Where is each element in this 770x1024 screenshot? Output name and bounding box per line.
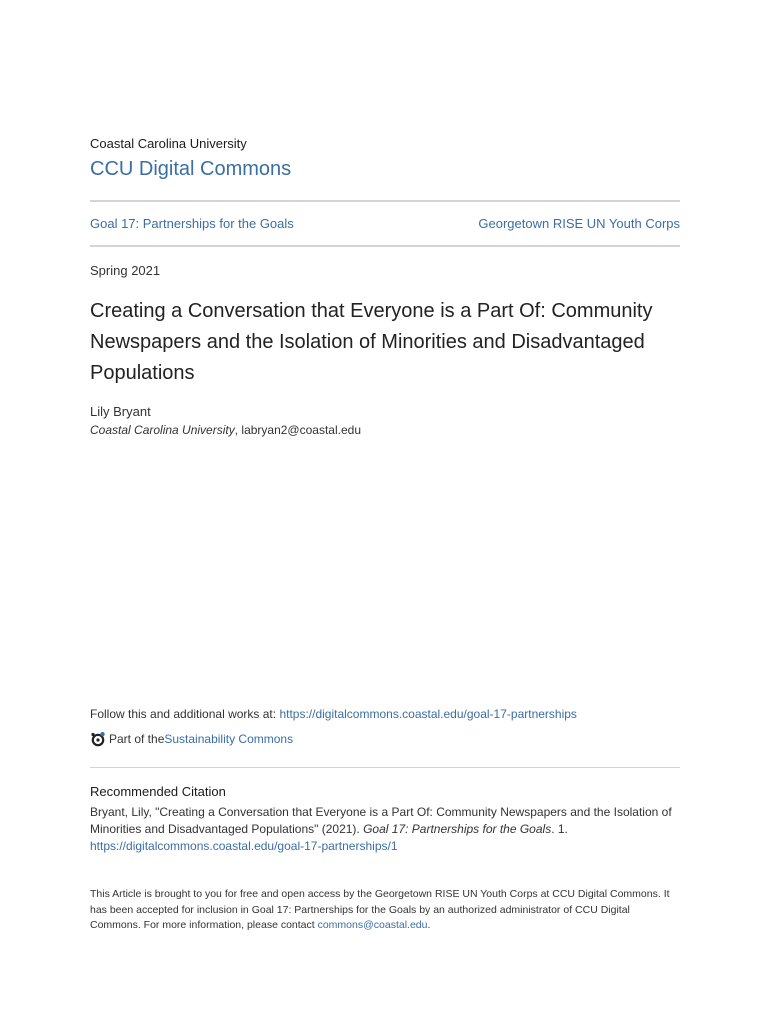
notice-text: This Article is brought to you for free and open access by the Georgetown RISE UN Youth Corps at CCU Digital Commons. It has been accepted for inclusion in Goal 17: Partnerships for the Goals by an authorized administrator of CCU Digital Commons. For more information, please contact <box>90 888 670 931</box>
citation-body: Bryant, Lily, "Creating a Conversation that Everyone is a Part Of: Community Newspapers and the Isolation of Minorities and Disadvantaged Populations" (2021). <box>90 805 672 836</box>
author-affiliation <box>90 423 361 437</box>
contact-email-link[interactable]: commons@coastal.edu <box>317 919 428 931</box>
follow-url-link[interactable]: https://digitalcommons.coastal.edu/goal-17-partnerships <box>279 707 577 721</box>
divider-top <box>90 200 680 202</box>
follow-label: Follow this and additional works at: <box>90 707 280 721</box>
collection-link-rise[interactable]: Georgetown RISE UN Youth Corps <box>478 216 680 231</box>
divider-citation <box>90 767 680 768</box>
article-title: Creating a Conversation that Everyone is a Part Of: Community Newspapers and the Isolation of Minorities and Disadvantaged Populations <box>90 300 653 384</box>
repository-link[interactable]: CCU Digital Commons <box>90 158 292 180</box>
part-of-label: Part of the <box>109 732 165 746</box>
citation-text <box>90 804 682 855</box>
sustainability-commons-link[interactable]: Sustainability Commons <box>164 732 294 746</box>
follow-line <box>90 707 577 721</box>
citation-number: . 1. <box>551 822 568 836</box>
citation-heading: Recommended Citation <box>90 784 226 799</box>
affiliation-name: Coastal Carolina University <box>90 423 235 437</box>
collection-link-goal17[interactable]: Goal 17: Partnerships for the Goals <box>90 216 294 231</box>
notice-end: . <box>427 919 431 931</box>
network-icon <box>90 731 106 747</box>
author-email: , labryan2@coastal.edu <box>234 423 361 437</box>
author-name: Lily Bryant <box>90 404 151 419</box>
access-notice <box>90 887 682 934</box>
citation-url-link[interactable]: https://digitalcommons.coastal.edu/goal-17-partnerships/1 <box>90 839 398 853</box>
publication-date: Spring 2021 <box>90 263 161 278</box>
part-of-line <box>90 731 293 747</box>
university-name: Coastal Carolina University <box>90 136 247 151</box>
citation-journal: Goal 17: Partnerships for the Goals <box>363 822 552 836</box>
divider-collections <box>90 245 680 247</box>
